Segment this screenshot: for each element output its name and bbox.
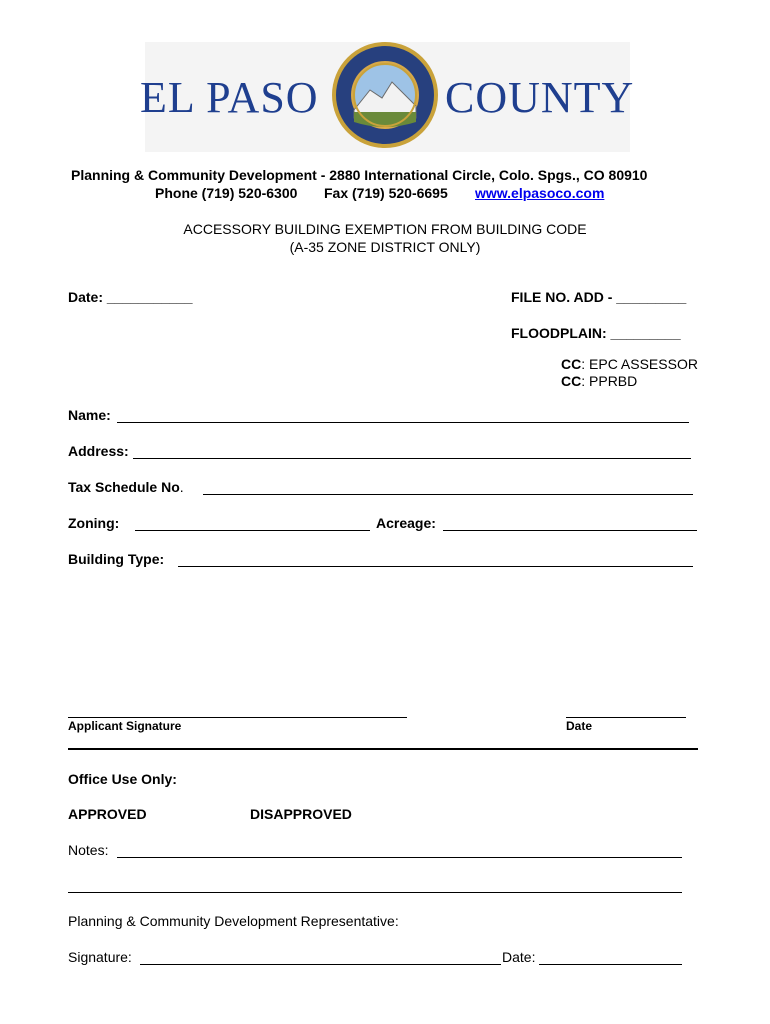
cc-assessor-value: : EPC ASSESSOR xyxy=(581,356,698,372)
logo-text-right: COUNTY xyxy=(445,73,635,122)
rep-signature-field[interactable] xyxy=(140,964,501,965)
cc-label: CC xyxy=(561,373,582,389)
notes-field[interactable] xyxy=(117,857,682,858)
form-subtitle: (A-35 ZONE DISTRICT ONLY) xyxy=(289,239,481,255)
address-field[interactable] xyxy=(133,458,691,459)
notes-field-line2[interactable] xyxy=(68,892,682,893)
address-label: Address: xyxy=(68,443,129,459)
applicant-signature-label: Applicant Signature xyxy=(68,719,182,733)
applicant-date-field[interactable] xyxy=(566,717,686,718)
name-label: Name: xyxy=(68,407,111,423)
zoning-field[interactable] xyxy=(135,530,370,531)
acreage-field[interactable] xyxy=(443,530,697,531)
cc-assessor xyxy=(561,356,698,372)
tax-schedule-label-text: Tax Schedule No xyxy=(68,479,180,495)
address-line: Planning & Community Development - 2880 International Circle, Colo. Spgs., CO 80910 xyxy=(71,167,648,183)
cc-pprbd-value: : PPRBD xyxy=(581,373,638,389)
date-label: Date: ___________ xyxy=(68,289,193,305)
rep-date-field[interactable] xyxy=(539,964,682,965)
phone-number: Phone (719) 520-6300 xyxy=(155,185,298,201)
file-number-label: FILE NO. ADD - _________ xyxy=(511,289,687,305)
tax-schedule-label xyxy=(68,479,184,495)
form-title: ACCESSORY BUILDING EXEMPTION FROM BUILDING CODE xyxy=(183,221,587,237)
applicant-date-label: Date xyxy=(566,719,593,733)
fax-number: Fax (719) 520-6695 xyxy=(324,185,448,201)
tax-schedule-dot: . xyxy=(179,479,184,495)
logo-text-left: EL PASO xyxy=(140,73,319,122)
floodplain-label: FLOODPLAIN: _________ xyxy=(511,325,681,341)
office-use-heading: Office Use Only: xyxy=(68,771,177,787)
name-field[interactable] xyxy=(117,422,689,423)
building-type-label: Building Type: xyxy=(68,551,165,567)
tax-schedule-field[interactable] xyxy=(203,494,693,495)
website-link[interactable]: www.elpasoco.com xyxy=(475,185,605,201)
approved-option[interactable]: APPROVED xyxy=(68,806,147,822)
rep-signature-label: Signature: xyxy=(68,949,132,965)
disapproved-option[interactable]: DISAPPROVED xyxy=(250,806,352,822)
cc-label: CC xyxy=(561,356,582,372)
applicant-signature-field[interactable] xyxy=(68,717,407,718)
rep-date-label: Date: xyxy=(502,949,536,965)
section-divider xyxy=(68,748,698,750)
building-type-field[interactable] xyxy=(178,566,693,567)
notes-label: Notes: xyxy=(68,842,109,858)
cc-pprbd xyxy=(561,373,637,389)
representative-label: Planning & Community Development Representative: xyxy=(68,913,399,929)
acreage-label: Acreage: xyxy=(376,515,436,531)
county-seal-icon xyxy=(330,40,440,150)
zoning-label: Zoning: xyxy=(68,515,120,531)
